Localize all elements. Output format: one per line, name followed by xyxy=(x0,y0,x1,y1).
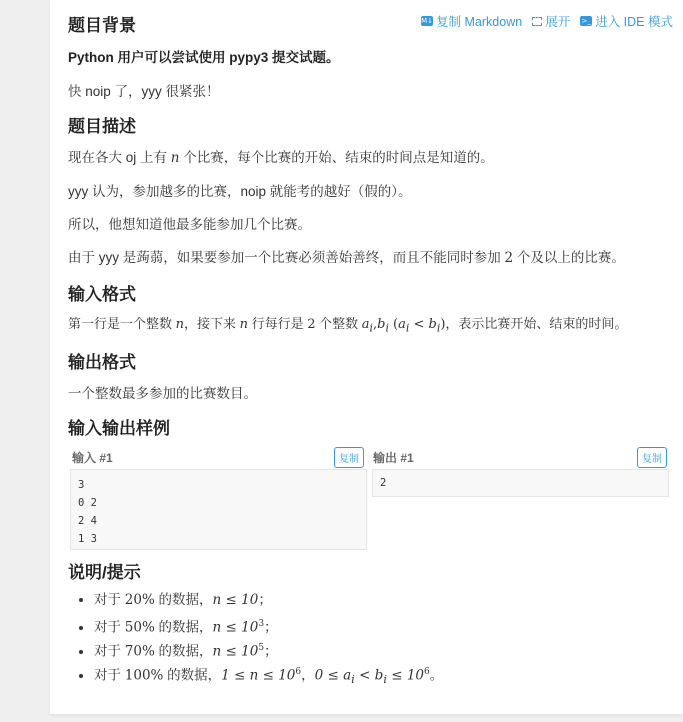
ide-mode-label: 进入 IDE 模式 xyxy=(595,15,673,29)
input-format-title: 输入格式 xyxy=(68,285,136,304)
math-expr: < b xyxy=(354,667,384,684)
text: ， xyxy=(301,667,315,683)
math-sup: 6 xyxy=(424,667,430,677)
text: 个整数 xyxy=(315,316,362,331)
text: 现在各大 oj 上有 xyxy=(68,150,171,165)
text: 对于 xyxy=(94,667,125,683)
description-paragraph-2: yyy 认为，参加越多的比赛，noip 就能考的越好（假的）。 xyxy=(68,184,412,199)
background-title: 题目背景 xyxy=(68,16,136,35)
background-line-1: Python 用户可以尝试使用 pypy3 提交试题。 xyxy=(68,50,340,65)
description-title: 题目描述 xyxy=(68,117,136,136)
text: ，表示比赛开始、结束的时间。 xyxy=(445,316,628,331)
samples-title: 输入输出样例 xyxy=(68,419,170,438)
math-var: n xyxy=(175,317,184,332)
output-format-text: 一个整数最多参加的比赛数目。 xyxy=(68,386,257,401)
math-num: 20% xyxy=(124,592,155,608)
sample-input-box[interactable]: 3 0 2 2 4 1 3 xyxy=(70,469,367,550)
math-sub: i xyxy=(369,321,373,335)
text: 第一行是一个整数 xyxy=(68,316,176,331)
math-sub: i xyxy=(385,321,389,335)
math-sub: i xyxy=(351,673,355,687)
problem-card xyxy=(50,0,683,714)
math-sup: 6 xyxy=(295,667,302,677)
math-sub: i xyxy=(405,321,410,335)
math-expr: n ≤ 10 xyxy=(212,643,259,660)
text: 个及以上的比赛。 xyxy=(513,250,625,265)
text: ； xyxy=(264,619,278,635)
text: 的数据， xyxy=(154,619,213,635)
copy-markdown-button[interactable] xyxy=(421,12,522,30)
math-var: a xyxy=(398,317,406,332)
text: 个比赛，每个比赛的开始、结束的时间点是知道的。 xyxy=(179,150,494,165)
math-sup: 5 xyxy=(258,643,265,653)
math-expr: 1 ≤ n ≤ 10 xyxy=(221,667,296,684)
hint-item xyxy=(94,588,443,612)
math-expr: n ≤ 10 xyxy=(212,619,259,636)
math-paren: ( xyxy=(388,317,399,332)
math-sub: i xyxy=(383,673,387,687)
sample-input-label: 输入 #1 xyxy=(72,451,113,465)
text: 的数据， xyxy=(154,643,213,659)
text: 对于 xyxy=(94,643,125,659)
ide-mode-button[interactable] xyxy=(580,12,673,30)
description-paragraph-1 xyxy=(68,146,494,166)
math-sub: i xyxy=(436,321,441,335)
hint-title: 说明/提示 xyxy=(68,563,141,582)
text: 由于 yyy 是蒟蒻，如果要参加一个比赛必须善始善终，而且不能同时参加 xyxy=(68,250,505,265)
text: ； xyxy=(264,643,278,659)
output-format-title: 输出格式 xyxy=(68,353,136,372)
math-var: b xyxy=(377,317,386,332)
expand-icon xyxy=(532,17,542,26)
hint-item xyxy=(94,660,444,687)
math-var: n xyxy=(239,317,248,332)
math-var: a xyxy=(361,317,370,332)
text: 的数据， xyxy=(154,592,213,607)
description-paragraph-4 xyxy=(68,246,625,266)
math-expr: n ≤ 10 xyxy=(212,592,259,608)
text: 的数据， xyxy=(163,667,222,683)
expand-label: 展开 xyxy=(545,15,571,29)
hint-item xyxy=(94,636,443,660)
input-format-text xyxy=(68,313,627,335)
math-expr: ≤ 10 xyxy=(386,667,425,684)
markdown-icon: M↓ xyxy=(421,17,433,25)
sample-output-label: 输出 #1 xyxy=(373,451,414,465)
copy-output-button[interactable]: 复制 xyxy=(637,447,667,468)
math-num: 50% xyxy=(124,619,155,636)
text: 对于 xyxy=(94,619,125,635)
text: 行每行是 xyxy=(248,316,308,331)
sample-output-box[interactable]: 2 xyxy=(372,469,669,497)
math-paren: ) xyxy=(440,317,446,332)
math-lt: < xyxy=(409,317,429,332)
copy-input-button[interactable]: 复制 xyxy=(334,447,364,468)
math-num: 2 xyxy=(307,317,316,332)
copy-markdown-label: 复制 Markdown xyxy=(436,15,523,29)
toolbar xyxy=(421,12,673,30)
hint-list xyxy=(68,588,444,687)
hint-item xyxy=(94,612,443,636)
math-comma: , xyxy=(372,317,378,332)
math-num: 70% xyxy=(124,643,155,660)
math-num: 2 xyxy=(504,250,514,266)
text: ，接下来 xyxy=(184,316,240,331)
description-paragraph-3: 所以，他想知道他最多能参加几个比赛。 xyxy=(68,217,311,232)
text: ； xyxy=(258,592,272,607)
expand-button[interactable] xyxy=(532,12,570,30)
math-sup: 3 xyxy=(258,619,265,629)
text: 。 xyxy=(429,667,444,683)
math-expr: 0 ≤ a xyxy=(314,667,352,684)
math-num: 100% xyxy=(124,667,164,684)
math-var: b xyxy=(428,317,437,332)
terminal-icon: >_ xyxy=(581,17,591,25)
background-line-2: 快 noip 了，yyy 很紧张！ xyxy=(68,84,220,99)
math-var: n xyxy=(170,150,180,166)
text: 对于 xyxy=(94,592,125,607)
